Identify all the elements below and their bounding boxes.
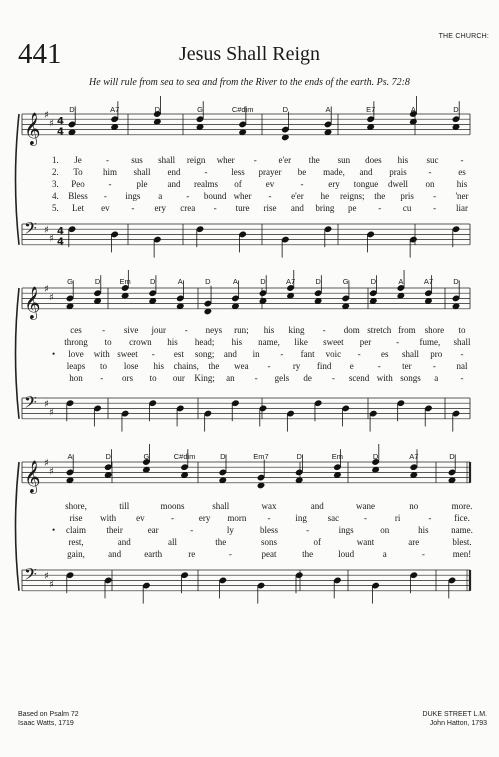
sharp-icon: ♯ [49, 118, 54, 130]
lyric-syllable: realms [194, 179, 218, 189]
lyric-syllable: dom [343, 325, 360, 335]
chord-symbol: D [315, 277, 321, 286]
lyric-syllable: pris [400, 191, 414, 201]
verse-number: 4. [52, 191, 59, 201]
lyric-syllable: ev [265, 179, 275, 189]
verse-number: • [52, 349, 56, 359]
lyric-syllable: - [433, 203, 437, 213]
lyric-syllable: of [313, 537, 321, 547]
lyric-syllable: fice. [454, 513, 470, 523]
sharp-icon: ♯ [44, 284, 49, 296]
verse-number: 3. [52, 179, 59, 189]
chord-symbol: C#dim [173, 452, 196, 461]
chord-symbol: A [232, 277, 238, 286]
lyric-syllable: ev [136, 513, 145, 523]
verse-number: 5. [52, 203, 59, 213]
lyric-syllable: end [167, 167, 181, 177]
tune-credit-line-1: DUKE STREET L.M. [422, 711, 487, 718]
lyric-syllable: - [267, 513, 271, 523]
treble-clef-icon: 𝄞 [24, 285, 41, 319]
lyric-syllable: - [322, 325, 326, 335]
lyric-syllable: - [300, 179, 304, 189]
chord-symbol: A7 [423, 277, 434, 286]
lyric-syllable: rise [69, 513, 83, 523]
lyric-syllable: king [288, 325, 305, 335]
treble-clef-icon: 𝄞 [24, 459, 41, 493]
chord-symbol: D [149, 277, 156, 286]
lyric-syllable: - [213, 203, 217, 213]
lyric-syllable: and [117, 537, 131, 547]
lyric-syllable: suc [426, 155, 439, 165]
system-brace [16, 114, 20, 245]
system-brace [16, 288, 20, 419]
lyric-syllable: on [425, 179, 435, 189]
lyric-syllable: name. [451, 525, 473, 535]
chord-symbol: G [197, 105, 203, 114]
sharp-icon: ♯ [49, 292, 54, 304]
lyric-syllable: - [306, 525, 310, 535]
lyric-syllable: To [73, 167, 83, 177]
sharp-icon: ♯ [44, 225, 49, 237]
lyric-syllable: shall [133, 167, 151, 177]
lyric-syllable: wane [356, 501, 375, 511]
lyric-syllable: sac [327, 513, 340, 523]
sharp-icon: ♯ [49, 579, 54, 591]
chord-symbol: D [205, 277, 211, 286]
chord-symbol: G [143, 452, 150, 461]
lyric-syllable: tongue [353, 179, 379, 189]
lyric-syllable: reign [186, 155, 206, 165]
lyric-syllable: song; [194, 349, 215, 359]
lyric-syllable: bring [315, 203, 335, 213]
lyric-syllable: - [100, 373, 104, 383]
lyric-syllable: jour [151, 325, 166, 335]
lyric-syllable: - [428, 167, 432, 177]
lyric-syllable: - [433, 191, 437, 201]
lyric-syllable: - [460, 373, 464, 383]
sharp-icon: ♯ [49, 233, 54, 245]
chord-symbol: A [398, 277, 404, 286]
lyric-syllable: bound [203, 191, 227, 201]
lyric-syllable: loud [338, 549, 355, 559]
lyric-syllable: - [331, 373, 335, 383]
lyric-syllable: men! [452, 549, 472, 559]
lyric-syllable: shall [402, 349, 420, 359]
lyric-syllable: ry [292, 361, 301, 371]
lyric-syllable: - [184, 325, 188, 335]
lyric-syllable: pro [430, 349, 443, 359]
sharp-icon: ♯ [44, 399, 49, 411]
lyric-syllable: a [434, 373, 439, 383]
bass-clef-icon: 𝄢 [24, 392, 37, 416]
chord-symbol: A [177, 277, 183, 286]
lyric-syllable: liar [456, 203, 468, 213]
lyric-syllable: shall [453, 337, 471, 347]
lyric-syllable: like [294, 337, 308, 347]
chord-symbol: A [325, 105, 331, 114]
lyric-syllable: ces [70, 325, 82, 335]
lyric-syllable: ev [101, 203, 110, 213]
hymn-title: Jesus Shall Reign [178, 43, 321, 65]
lyric-syllable: prayer [258, 167, 282, 177]
lyric-syllable: fant [300, 349, 315, 359]
chord-symbol: D [105, 452, 111, 461]
lyric-syllable: with [376, 373, 393, 383]
lyric-syllable: - [151, 349, 155, 359]
lyric-syllable: e [349, 361, 354, 371]
verse-number: 2. [52, 167, 59, 177]
lyric-syllable: fume, [419, 337, 441, 347]
chord-symbol: D [94, 277, 101, 286]
lyric-syllable: his [231, 337, 243, 347]
lyric-syllable: - [108, 179, 112, 189]
lyric-syllable: - [280, 349, 284, 359]
chord-symbol: D [453, 105, 459, 114]
lyric-syllable: ing [295, 513, 307, 523]
lyric-syllable: in [252, 349, 260, 359]
lyric-syllable: - [254, 373, 258, 383]
lyric-syllable: Peo [71, 179, 85, 189]
lyric-syllable: ri [394, 513, 401, 523]
lyric-syllable: on [380, 525, 390, 535]
lyric-syllable: and [310, 501, 324, 511]
lyric-syllable: his [456, 179, 468, 189]
lyric-syllable: rise [263, 203, 277, 213]
lyric-syllable: and [359, 167, 373, 177]
lyric-syllable: prais [389, 167, 407, 177]
lyric-syllable: are [408, 537, 420, 547]
lyric-syllable: songs [400, 373, 421, 383]
lyric-syllable: run; [234, 325, 249, 335]
lyric-syllable: to [100, 361, 108, 371]
chord-symbol: Em [119, 277, 131, 286]
lyric-syllable: him [102, 167, 118, 177]
text-credit-line-2: Isaac Watts, 1719 [18, 720, 74, 727]
lyric-syllable: - [357, 349, 361, 359]
sharp-icon: ♯ [44, 110, 49, 122]
chord-symbol: D [453, 277, 459, 286]
lyric-syllable: - [131, 203, 135, 213]
chord-symbol: G [67, 277, 73, 286]
chord-symbol: G [342, 277, 349, 286]
lyric-syllable: ors [121, 373, 133, 383]
lyric-syllable: a [382, 549, 387, 559]
chord-symbol: D [370, 277, 376, 286]
lyric-syllable: throng [64, 337, 88, 347]
lyric-syllable: ter [402, 361, 412, 371]
lyric-syllable: - [364, 513, 367, 523]
lyric-syllable: sons [260, 537, 278, 547]
lyric-syllable: hon [69, 373, 83, 383]
lyric-syllable: wher [233, 191, 252, 201]
lyric-syllable: and [167, 179, 181, 189]
lyric-syllable: - [377, 361, 381, 371]
lyric-syllable: and [223, 349, 237, 359]
lyric-syllable: ings [125, 191, 141, 201]
lyric-syllable: - [460, 155, 464, 165]
lyric-syllable: leaps [66, 361, 86, 371]
bass-staff [22, 570, 470, 591]
lyric-syllable: - [267, 361, 271, 371]
chord-symbol: D [154, 105, 161, 114]
lyric-syllable: gels [274, 373, 290, 383]
lyric-syllable: - [190, 525, 194, 535]
lyric-syllable: ture [235, 203, 250, 213]
lyric-syllable: morn [227, 513, 247, 523]
lyric-syllable: bless [260, 525, 278, 535]
lyric-syllable: a [158, 191, 163, 201]
lyric-syllable: the [374, 191, 386, 201]
lyric-syllable: the [302, 549, 314, 559]
lyric-syllable: neys [205, 325, 223, 335]
lyric-syllable: - [396, 337, 400, 347]
lyric-syllable: pe [348, 203, 357, 213]
lyric-syllable: our [172, 373, 185, 383]
lyric-syllable: he [320, 191, 330, 201]
text-credit-line-1: Based on Psalm 72 [18, 711, 79, 718]
time-signature-icon: 4 [57, 115, 64, 127]
sharp-icon: ♯ [44, 458, 49, 470]
lyric-syllable: shore, [65, 501, 87, 511]
lyric-syllable: sus [131, 155, 143, 165]
lyric-syllable: scend [348, 373, 370, 383]
lyric-syllable: find [316, 361, 332, 371]
lyric-syllable: the [215, 537, 227, 547]
lyric-syllable: - [204, 167, 208, 177]
lyric-syllable: ery [154, 203, 167, 213]
lyric-syllable: - [421, 549, 425, 559]
chord-symbol: A7 [285, 277, 296, 286]
lyric-syllable: his [153, 361, 164, 371]
tune-credit-line-2: John Hatton, 1793 [429, 720, 487, 727]
lyric-syllable: - [186, 191, 190, 201]
bass-clef-icon: 𝄢 [24, 218, 37, 242]
lyric-syllable: sweet [117, 349, 138, 359]
lyric-syllable: his [263, 325, 275, 335]
lyric-syllable: earth [144, 549, 163, 559]
lyric-syllable: his [397, 155, 409, 165]
lyric-syllable: does [365, 155, 382, 165]
lyric-syllable: more. [451, 501, 473, 511]
lyric-syllable: ery [328, 179, 340, 189]
lyric-syllable: gain, [67, 549, 85, 559]
time-signature-icon: 4 [57, 236, 64, 248]
hymn-number: 441 [18, 38, 62, 70]
chord-symbol: Em [331, 452, 344, 461]
lyric-syllable: sweet [323, 337, 344, 347]
lyric-syllable: Bless [68, 191, 88, 201]
lyric-syllable: crown [129, 337, 152, 347]
lyric-syllable: - [228, 549, 232, 559]
lyric-syllable: and [108, 549, 122, 559]
lyric-syllable: Je [74, 155, 82, 165]
lyric-syllable: less [231, 167, 245, 177]
chord-symbol: E7 [366, 105, 376, 114]
lyric-syllable: ings [338, 525, 354, 535]
lyric-syllable: head; [194, 337, 215, 347]
lyric-syllable: ery [198, 513, 211, 523]
chord-symbol: C#dim [231, 105, 254, 114]
lyric-syllable: to [149, 373, 157, 383]
chord-symbol: A7 [110, 105, 120, 114]
lyric-syllable: the [308, 155, 320, 165]
lyric-syllable: blest. [452, 537, 472, 547]
verse-number: 1. [52, 155, 59, 165]
lyric-syllable: an [226, 373, 235, 383]
lyric-syllable: all [168, 537, 177, 547]
lyric-syllable: voic [325, 349, 342, 359]
treble-staff [22, 288, 470, 309]
chord-symbol: A [67, 452, 73, 461]
chord-symbol: D [449, 452, 455, 461]
lyric-syllable: made, [323, 167, 345, 177]
chord-symbol: D [220, 452, 226, 461]
lyric-syllable: moons [160, 501, 185, 511]
lyric-syllable: lose [123, 361, 139, 371]
chord-symbol: D [372, 452, 379, 461]
chord-symbol: A [410, 105, 416, 114]
tune-credit [423, 710, 487, 728]
time-signature-icon: 4 [57, 126, 64, 138]
lyric-syllable: no [409, 501, 419, 511]
lyric-syllable: from [398, 325, 416, 335]
lyric-syllable: shall [158, 155, 176, 165]
lyric-syllable: Let [72, 203, 84, 213]
lyric-syllable: cu [402, 203, 412, 213]
lyric-syllable: ly [226, 525, 234, 535]
bass-clef-icon: 𝄢 [24, 564, 37, 588]
lyric-syllable: de [303, 373, 312, 383]
lyric-syllable: till [119, 501, 130, 511]
lyric-syllable: of [234, 179, 242, 189]
scripture-epigraph: He will rule from sea to sea and from the River to the ends of the earth. Ps. 72:8 [89, 77, 410, 88]
lyric-syllable: 'ner [455, 191, 469, 201]
lyric-syllable: with [93, 349, 110, 359]
chord-symbol: D [260, 277, 266, 286]
sharp-icon: ♯ [49, 407, 54, 419]
lyric-syllable: with [100, 513, 117, 523]
lyric-syllable: wax [261, 501, 277, 511]
lyric-syllable: want [356, 537, 375, 547]
lyric-syllable: e'er [291, 191, 304, 201]
lyric-syllable: the [208, 361, 220, 371]
lyric-syllable: - [171, 513, 174, 523]
lyric-syllable: to [458, 325, 466, 335]
time-signature-icon: 4 [57, 225, 64, 237]
chord-symbol: A7 [409, 452, 419, 461]
running-head: THE CHURCH: [438, 33, 489, 40]
lyric-syllable: crea [180, 203, 196, 213]
lyric-syllable: - [378, 203, 382, 213]
lyric-syllable: their [106, 525, 123, 535]
lyric-syllable: dwell [388, 179, 408, 189]
lyric-syllable: - [253, 155, 257, 165]
lyric-syllable: - [432, 361, 436, 371]
lyric-syllable: claim [66, 525, 86, 535]
lyric-syllable: chains, [173, 361, 199, 371]
chord-symbol: D [282, 105, 289, 114]
treble-clef-icon: 𝄞 [24, 111, 41, 145]
verse-number: • [52, 525, 56, 535]
lyric-syllable: est [173, 349, 184, 359]
lyric-syllable: name, [258, 337, 280, 347]
lyric-syllable: be [297, 167, 307, 177]
lyric-syllable: rest, [68, 537, 84, 547]
chord-symbol: Em7 [253, 452, 269, 461]
lyric-syllable: wher [216, 155, 235, 165]
chord-symbol: D [69, 105, 75, 114]
lyric-syllable: ear [147, 525, 159, 535]
lyric-syllable: reigns; [340, 191, 365, 201]
lyric-syllable: - [106, 155, 110, 165]
lyric-syllable: sun [337, 155, 351, 165]
lyric-syllable: - [460, 349, 464, 359]
lyric-syllable: his [418, 525, 429, 535]
lyric-syllable: shall [212, 501, 230, 511]
lyric-syllable: King; [194, 373, 215, 383]
lyric-syllable: e'er [278, 155, 292, 165]
lyric-syllable: es [381, 349, 389, 359]
lyric-syllable: ple [136, 179, 148, 189]
lyric-syllable: love [68, 349, 84, 359]
lyric-syllable: - [268, 191, 272, 201]
sharp-icon: ♯ [44, 571, 49, 583]
lyric-syllable: - [428, 513, 432, 523]
lyric-syllable: and [290, 203, 304, 213]
sharp-icon: ♯ [49, 466, 54, 478]
lyric-syllable: - [102, 325, 106, 335]
lyric-syllable: nal [456, 361, 468, 371]
chord-symbol: D [296, 452, 302, 461]
system-brace [16, 462, 20, 591]
lyric-syllable: stretch [367, 325, 392, 335]
lyric-syllable: to [104, 337, 112, 347]
lyric-syllable: sive [123, 325, 139, 335]
lyric-syllable: es [458, 167, 466, 177]
lyric-syllable: re [188, 549, 196, 559]
lyric-syllable: peat [261, 549, 277, 559]
lyric-syllable: - [103, 191, 107, 201]
treble-staff [22, 462, 470, 483]
lyric-syllable: shore [424, 325, 445, 335]
lyric-syllable: his [167, 337, 178, 347]
lyric-syllable: wea [234, 361, 249, 371]
lyric-syllable: per [359, 337, 372, 347]
text-credit [18, 710, 79, 728]
